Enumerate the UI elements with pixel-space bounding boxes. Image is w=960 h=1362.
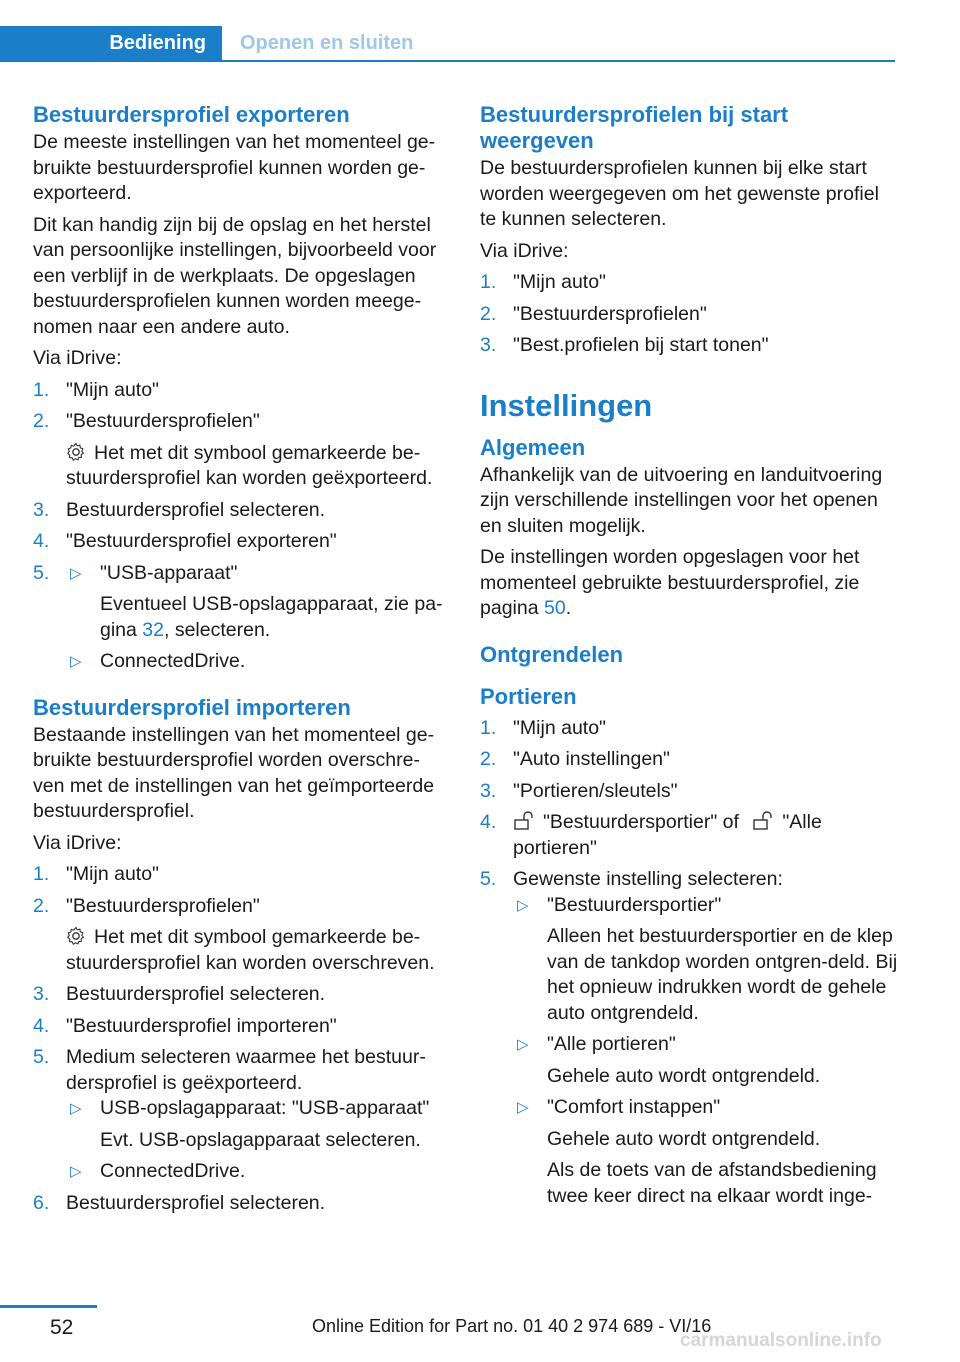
tab-bediening[interactable]: Bediening xyxy=(0,26,222,60)
sub-item-text xyxy=(100,592,448,643)
triangle-bullet-icon: ▷ xyxy=(517,1099,529,1116)
sub-list-item xyxy=(513,1095,898,1209)
step-number: 2. xyxy=(33,894,50,917)
step-text: "Portieren/sleutels" xyxy=(513,779,678,802)
step-text: Bestuurdersprofiel selecteren. xyxy=(66,498,326,521)
list-item xyxy=(480,270,898,296)
section-title-algemeen: Algemeen xyxy=(480,434,586,460)
section-title-portieren: Portieren xyxy=(480,683,577,709)
step-number: 2. xyxy=(480,748,497,770)
note-text: Het met dit symbool gemarkeerde be-stuurdersprofiel kan worden overschreven. xyxy=(66,926,435,974)
step-number: 3. xyxy=(33,983,50,1005)
list-item xyxy=(480,302,898,328)
sub-item-title: USB-opslagapparaat: "USB-apparaat" xyxy=(100,1097,430,1119)
sub-item-title: ConnectedDrive. xyxy=(100,1160,246,1182)
step-text: "Bestuurdersprofiel exporteren" xyxy=(66,530,337,552)
sub-list-item xyxy=(66,649,448,675)
step-number: 5. xyxy=(33,1046,50,1068)
step-text: "Auto instellingen" xyxy=(513,748,670,770)
step-text: "Alle portieren" xyxy=(513,811,822,859)
sub-list-item xyxy=(513,893,898,1027)
export-steps-list xyxy=(33,378,448,675)
sub-item-text: Gehele auto wordt ontgrendeld. xyxy=(547,1127,821,1150)
step-text: "Bestuurdersportier" of xyxy=(543,811,739,833)
sub-list xyxy=(66,561,448,675)
chapter-title-instellingen: Instellingen xyxy=(480,387,653,423)
list-item xyxy=(33,862,448,888)
list-item xyxy=(33,1191,448,1217)
sub-list-item xyxy=(66,1159,448,1185)
tab-openen-en-sluiten[interactable]: Openen en sluiten xyxy=(240,31,414,54)
step-number: 5. xyxy=(480,868,497,890)
sub-item-title: "USB-apparaat" xyxy=(100,561,238,584)
sub-list-item xyxy=(66,561,448,644)
list-item xyxy=(33,982,448,1008)
step-text: "Mijn auto" xyxy=(66,863,159,885)
step-number: 6. xyxy=(33,1191,50,1214)
step-text: Bestuurdersprofiel selecteren. xyxy=(66,983,326,1005)
list-item xyxy=(33,894,448,977)
sub-item-title: "Comfort instappen" xyxy=(547,1096,721,1118)
step-number: 4. xyxy=(33,530,50,552)
section-title-export: Bestuurdersprofiel exporteren xyxy=(33,102,350,127)
text: , selecteren. xyxy=(164,618,271,641)
step-text: "Bestuurdersprofielen" xyxy=(66,894,260,917)
sub-item-text: Alleen het bestuurdersportier en de klep van de tankdop worden ontgren-deld. Bij het opnieuw indrukken wordt de gehele auto ontgrendeld. xyxy=(547,925,898,1024)
sub-item-title: ConnectedDrive. xyxy=(100,650,246,672)
paragraph: De meeste instellingen van het momenteel ge-bruikte bestuurdersprofiel kunnen worden ge-exporteerd. xyxy=(33,131,436,204)
sub-list xyxy=(513,893,898,1210)
step-text: "Best.profielen bij start tonen" xyxy=(513,334,769,356)
left-column xyxy=(33,102,448,1222)
page-header xyxy=(0,26,895,62)
step-text: "Mijn auto" xyxy=(66,378,159,401)
triangle-bullet-icon: ▷ xyxy=(517,1036,529,1053)
step-number: 1. xyxy=(33,863,50,885)
list-item xyxy=(480,867,898,1209)
doors-steps-list xyxy=(480,716,898,1210)
via-idrive-label: Via iDrive: xyxy=(33,831,122,854)
step-text: "Bestuurdersprofielen" xyxy=(66,410,260,432)
gear-icon xyxy=(66,442,86,462)
step-text: Medium selecteren waarmee het bestuur-dersprofiel is geëxporteerd. xyxy=(66,1046,426,1094)
page-link-32[interactable]: 32 xyxy=(142,618,164,641)
sub-item-title: "Alle portieren" xyxy=(547,1033,676,1055)
step-note xyxy=(66,925,448,976)
via-idrive-label: Via iDrive: xyxy=(33,347,122,369)
step-number: 3. xyxy=(480,334,497,356)
footer-divider xyxy=(0,1305,97,1308)
step-text: "Bestuurdersprofiel importeren" xyxy=(66,1014,337,1037)
paragraph xyxy=(480,545,898,622)
text: De instellingen worden opgeslagen voor het momenteel gebruikte bestuurdersprofiel, zie pagina xyxy=(480,546,860,619)
paragraph: De bestuurdersprofielen kunnen bij elke start worden weergegeven om het gewenste profiel te kunnen selecteren. xyxy=(480,157,879,230)
sub-item-text: Gehele auto wordt ontgrendeld. xyxy=(547,1064,821,1087)
sub-list-item xyxy=(66,1096,448,1153)
sub-list xyxy=(66,1096,448,1185)
list-item xyxy=(33,1045,448,1185)
via-idrive-label: Via iDrive: xyxy=(480,239,569,262)
step-note xyxy=(66,441,448,492)
triangle-bullet-icon: ▷ xyxy=(70,1100,82,1117)
step-text: "Bestuurdersprofielen" xyxy=(513,302,707,325)
list-item xyxy=(33,529,448,555)
gear-icon xyxy=(66,926,86,946)
step-text: Gewenste instelling selecteren: xyxy=(513,868,783,890)
step-text: Bestuurdersprofiel selecteren. xyxy=(66,1191,326,1214)
list-item xyxy=(480,810,898,861)
section-title-import: Bestuurdersprofiel importeren xyxy=(33,694,351,720)
watermark: carmanualsonline.info xyxy=(680,1330,882,1351)
page-link-50[interactable]: 50 xyxy=(543,597,566,619)
triangle-bullet-icon: ▷ xyxy=(517,896,529,914)
list-item xyxy=(33,561,448,675)
header-divider xyxy=(0,60,895,62)
text: . xyxy=(565,597,572,619)
step-number: 1. xyxy=(480,716,497,739)
triangle-bullet-icon: ▷ xyxy=(70,653,82,670)
step-text: "Mijn auto" xyxy=(513,716,606,739)
section-title-ontgrendelen: Ontgrendelen xyxy=(480,641,624,667)
step-number: 3. xyxy=(480,779,497,802)
edition-text: Online Edition for Part no. 01 40 2 974 689 - VI/16 xyxy=(312,1316,712,1336)
page-number: 52 xyxy=(50,1316,74,1339)
list-item xyxy=(33,409,448,492)
step-number: 1. xyxy=(480,271,497,293)
text: Eventueel USB-opslagapparaat, zie pa-gina xyxy=(100,593,443,641)
paragraph: Afhankelijk van de uitvoering en landuitvoering zijn verschillende instellingen voor het openen en sluiten mogelijk. xyxy=(480,463,883,537)
step-number: 1. xyxy=(33,378,50,401)
paragraph: Bestaande instellingen van het momenteel ge-bruikte bestuurdersprofiel worden overschre-ven met de instellingen van het geïmporteerde bestuurdersprofiel. xyxy=(33,723,435,822)
list-item xyxy=(480,716,898,742)
sub-list-item xyxy=(513,1032,898,1089)
unlock-icon xyxy=(513,811,535,831)
list-item xyxy=(480,333,898,359)
sub-item-text: Als de toets van de afstandsbediening twee keer direct na elkaar wordt inge- xyxy=(547,1159,877,1207)
step-number: 3. xyxy=(33,498,50,521)
paragraph: Dit kan handig zijn bij de opslag en het herstel van persoonlijke instellingen, bijvoorbeeld voor een verblijf in de werkplaats. De opgeslagen bestuurdersprofielen kunnen worden meege-nomen naar een andere auto. xyxy=(33,213,437,338)
sub-item-title: "Bestuurdersportier" xyxy=(547,893,722,916)
triangle-bullet-icon: ▷ xyxy=(70,564,82,582)
section-title-start: Bestuurdersprofielen bij start weergeven xyxy=(480,102,789,153)
step-number: 4. xyxy=(33,1014,50,1037)
list-item xyxy=(33,378,448,404)
start-steps-list xyxy=(480,270,898,359)
step-number: 5. xyxy=(33,561,50,584)
list-item xyxy=(33,1014,448,1040)
step-text: "Mijn auto" xyxy=(513,271,606,293)
step-number: 2. xyxy=(33,410,50,432)
triangle-bullet-icon: ▷ xyxy=(70,1163,82,1180)
import-steps-list xyxy=(33,862,448,1216)
note-text: Het met dit symbool gemarkeerde be-stuurdersprofiel kan worden geëxporteerd. xyxy=(66,441,433,489)
sub-item-text: Evt. USB-opslagapparaat selecteren. xyxy=(100,1128,421,1151)
list-item xyxy=(480,779,898,805)
list-item xyxy=(480,747,898,773)
list-item xyxy=(33,498,448,524)
step-number: 2. xyxy=(480,302,497,325)
right-column xyxy=(480,102,898,1215)
step-number: 4. xyxy=(480,811,497,833)
unlock-icon xyxy=(752,811,774,831)
